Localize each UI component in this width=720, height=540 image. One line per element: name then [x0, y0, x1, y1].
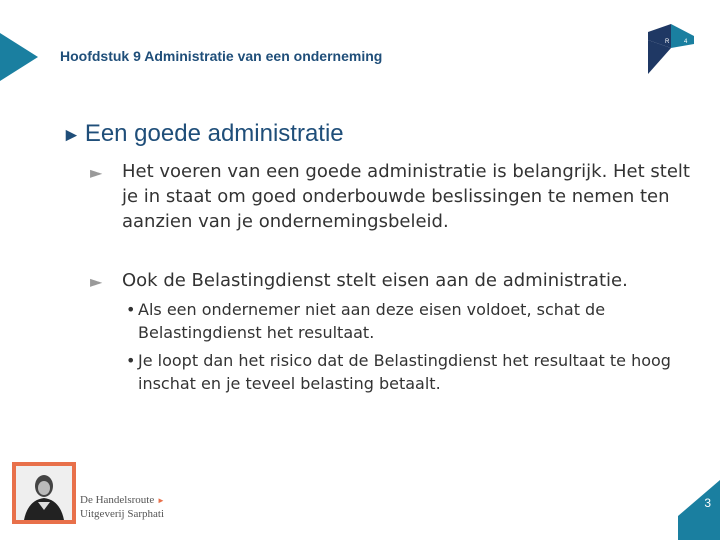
sub-bullet-dot-icon: •	[126, 300, 136, 319]
left-accent-triangle	[0, 33, 40, 81]
publisher-line-1: De Handelsroute	[80, 494, 155, 506]
logo-letter-4: 4	[684, 39, 688, 45]
bullet-point-1-text: Het voeren van een goede administratie is belangrijk. Het stelt je in staat om goed onderbouwde beslissingen te nemen ten aanzien van je ondernemingsbeleid.	[122, 161, 690, 232]
slide-heading	[62, 120, 344, 148]
sub-bullet-1-text: Als een ondernemer niet aan deze eisen voldoet, schat de Belastingdienst het resultaat.	[138, 300, 606, 342]
chapter-title: Hoofdstuk 9 Administratie van een onderneming	[60, 48, 383, 64]
sub-bullet-2	[126, 349, 701, 395]
publisher-name	[80, 494, 165, 506]
heading-text: Een goede administratie	[84, 120, 344, 147]
corner-logo	[648, 24, 694, 74]
publisher-arrow-icon: ►	[156, 496, 165, 505]
bullet-arrow-icon: ►	[90, 163, 103, 182]
portrait-image	[12, 462, 76, 524]
bullet-point-2	[90, 268, 700, 293]
page-number: 3	[704, 496, 711, 510]
heading-arrow-icon: ►	[62, 125, 81, 146]
sub-bullet-dot-icon: •	[126, 351, 136, 370]
bullet-point-1	[90, 159, 700, 234]
page-corner-triangle	[678, 480, 720, 540]
publisher-line-2: Uitgeverij Sarphati	[80, 508, 165, 520]
sub-bullet-2-text: Je loopt dan het risico dat de Belastingdienst het resultaat te hoog inschat en je teveel belasting betaalt.	[138, 351, 671, 393]
bullet-arrow-icon: ►	[90, 272, 103, 291]
logo-letter-r: R	[665, 39, 670, 45]
bullet-point-2-text: Ook de Belastingdienst stelt eisen aan de administratie.	[122, 270, 628, 291]
sub-bullet-1	[126, 298, 701, 344]
